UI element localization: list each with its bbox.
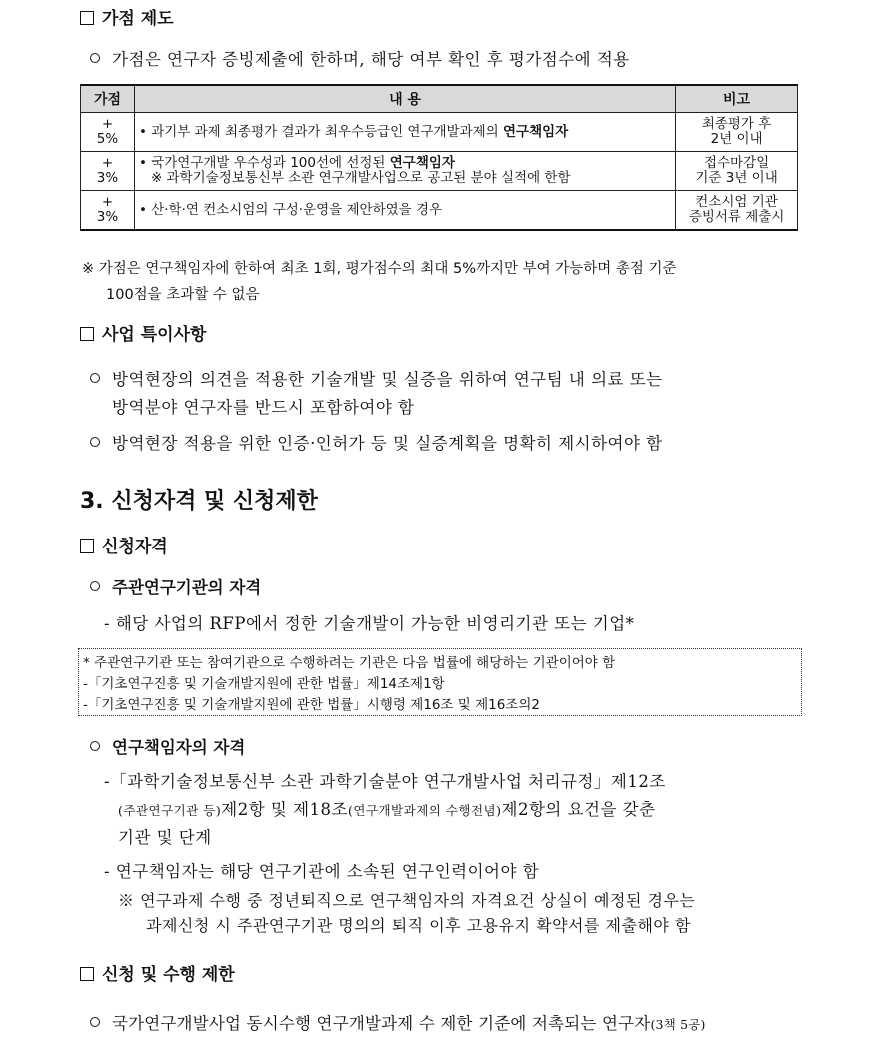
checkbox-square-icon: [80, 327, 94, 341]
content-cell: • 과기부 과제 최종평가 결과가 최우수등급인 연구개발과제의 연구책임자: [134, 113, 675, 152]
pi-dash-1-line3: 기관 및 단계: [118, 828, 212, 847]
circle-bullet-icon: [90, 373, 100, 383]
law-box-line3: -「기초연구진흥 및 기술개발지원에 관한 법률」시행령 제16조 및 제16조의2: [83, 697, 540, 713]
circle-bullet-icon: [90, 53, 100, 63]
circle-bullet-icon: [90, 437, 100, 447]
table-row: [81, 152, 798, 191]
pi-dash-1-line1: -「과학기술정보통신부 소관 과학기술분야 연구개발사업 처리규정」제12조: [104, 772, 666, 791]
checkbox-square-icon: [80, 539, 94, 553]
pi-note-line2: 과제신청 시 주관연구기관 명의의 퇴직 이후 고용유지 확약서를 제출해야 함: [146, 916, 691, 935]
host-org-heading: 주관연구기관의 자격: [90, 574, 261, 598]
table-row: [81, 191, 798, 231]
law-box-line1: * 주관연구기관 또는 참여기관으로 수행하려는 기관은 다음 법률에 해당하는 기관이어야 함: [83, 655, 616, 671]
special-bullet-2: 방역현장 적용을 위한 인증·인허가 등 및 실증계획을 명확히 제시하여야 함: [90, 430, 663, 454]
table-header-remark: 비고: [676, 85, 798, 113]
table-row: [81, 113, 798, 152]
remark-cell: 접수마감일 기준 3년 이내: [676, 152, 798, 191]
circle-bullet-icon: [90, 1017, 100, 1027]
pi-note-line1: ※ 연구과제 수행 중 정년퇴직으로 연구책임자의 자격요건 상실이 예정된 경우는: [118, 891, 696, 910]
bonus-cell: + 3%: [81, 191, 135, 231]
law-reference-box: [78, 648, 802, 716]
limit-heading: 신청 및 수행 제한: [80, 960, 235, 985]
table-header-row: [81, 85, 798, 113]
checkbox-square-icon: [80, 967, 94, 981]
bonus-cell: + 5%: [81, 113, 135, 152]
law-box-line2: -「기초연구진흥 및 기술개발지원에 관한 법률」제14조제1항: [83, 676, 445, 692]
checkbox-square-icon: [80, 11, 94, 25]
remark-cell: 최종평가 후 2년 이내: [676, 113, 798, 152]
circle-bullet-icon: [90, 581, 100, 591]
pi-dash-2: - 연구책임자는 해당 연구기관에 소속된 연구인력이어야 함: [104, 862, 540, 881]
special-bullet-1-cont: 방역분야 연구자를 반드시 포함하여야 함: [112, 398, 415, 417]
content-cell: • 국가연구개발 우수성과 100선에 선정된 연구책임자 ※ 과학기술정보통신부 소관 연구개발사업으로 공고된 분야 실적에 한함: [134, 152, 675, 191]
host-org-dash: - 해당 사업의 RFP에서 정한 기술개발이 가능한 비영리기관 또는 기업*: [104, 614, 635, 633]
bonus-heading: 가점 제도: [80, 4, 174, 29]
circle-bullet-icon: [90, 741, 100, 751]
content-cell: • 산·학·연 컨소시엄의 구성·운영을 제안하였을 경우: [134, 191, 675, 231]
table-header-bonus: 가점: [81, 85, 135, 113]
bonus-note-line1: ※ 가점은 연구책임자에 한하여 최초 1회, 평가점수의 최대 5%까지만 부여 가능하며 총점 기준: [82, 261, 677, 277]
table-header-content: 내 용: [134, 85, 675, 113]
bonus-bullet: 가점은 연구자 증빙제출에 한하며, 해당 여부 확인 후 평가점수에 적용: [90, 46, 630, 70]
pi-heading: 연구책임자의 자격: [90, 734, 245, 758]
special-heading: 사업 특이사항: [80, 320, 206, 345]
qualification-heading: 신청자격: [80, 532, 168, 557]
pi-dash-1-line2: (주관연구기관 등)제2항 및 제18조(연구개발과제의 수행전념)제2항의 요건을 갖춘: [118, 800, 656, 819]
special-bullet-1: 방역현장의 의견을 적용한 기술개발 및 실증을 위하여 연구팀 내 의료 또는: [90, 366, 663, 390]
section3-title: 3. 신청자격 및 신청제한: [80, 489, 318, 514]
bonus-cell: + 3%: [81, 152, 135, 191]
bonus-note-line2: 100점을 초과할 수 없음: [106, 287, 260, 303]
remark-cell: 컨소시엄 기관 증빙서류 제출시: [676, 191, 798, 231]
bonus-table: [80, 84, 798, 231]
limit-bullet-1: 국가연구개발사업 동시수행 연구개발과제 수 제한 기준에 저촉되는 연구자(3책 5공): [90, 1010, 706, 1034]
